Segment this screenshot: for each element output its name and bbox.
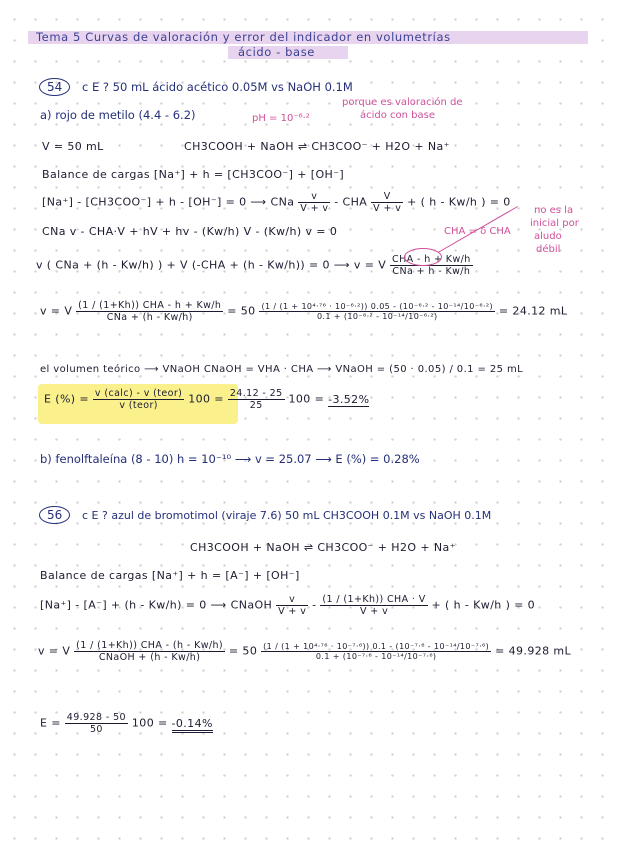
error-54-den: v (teor) (93, 399, 184, 411)
reaction-56: CH3COOH + NaOH ⇌ CH3COO⁻ + H2O + Na⁺ (190, 541, 456, 554)
error-54-label: E (%) = (44, 392, 89, 406)
error-56 (40, 712, 213, 735)
note-a-line2: ácido con base (360, 110, 436, 121)
theoretical-volume: el volumen teórico ⟶ VNaOH CNaOH = VHA · CHA ⟶ VNaOH = (50 · 0.05) / 0.1 = 25 mL (40, 364, 524, 375)
eq4-54-den: CNa + (h - Kw/h) (76, 311, 223, 323)
note-a-line1: porque es valoración de (342, 97, 463, 108)
eq2-56-num2: (1 / (1 + 10⁴·⁷⁶ · 10⁻⁷·⁶)) 0.1 - (10⁻⁷·⁶ - 10⁻¹⁴/10⁻⁷·⁶) (263, 642, 490, 651)
eq2-54: CNa v - CHA·V + hV + hv - (Kw/h) V - (Kw/h) v = 0 (42, 225, 338, 238)
page-title: Tema 5 Curvas de valoración y error del indicador en volumetrías (36, 30, 451, 44)
eq1-56-frac2 (320, 594, 427, 617)
note-b-line3: aludo (534, 231, 562, 242)
error-56-den: 50 (65, 723, 128, 735)
problem-54-statement: c E ? 50 mL ácido acético 0.05M vs NaOH 0.1M (82, 80, 353, 94)
error-56-num: 49.928 - 50 (66, 712, 126, 723)
eq4-54-den2: 0.1 + (10⁻⁶·² - 10⁻¹⁴/10⁻⁶·²) (259, 311, 495, 321)
eq2-56-v: v = V (38, 644, 71, 658)
error-56-mid: 100 = (131, 716, 168, 730)
note-b-line2: inicial por (530, 218, 579, 229)
eq1-56-frac2-num: (1 / (1+Kh)) CHA · V (322, 594, 426, 605)
eq4-54-mid: = 50 (227, 304, 256, 318)
eq1-56: [Na⁺] - [A⁻] + (h - Kw/h) = 0 ⟶ CNaOH $\frac{v}{V + v}$ - $\frac{\text{(1 / (1+Kh)) CHA · V}}{V + v}$ + ( h - Kw/h ) = 0 (40, 594, 536, 617)
problem-56-tag: 56 (39, 506, 70, 524)
eq3-54-num: CHA - h + Kw/h (392, 254, 471, 265)
error-54-res: 100 = (288, 392, 325, 406)
reaction-54: CH3COOH + NaOH ⇌ CH3COO⁻ + H2O + Na⁺ (184, 140, 450, 153)
eq3-54-den: CNa + h - Kw/h (390, 265, 473, 277)
eq1-54-frac2 (371, 191, 403, 214)
volume-given: V = 50 mL (42, 140, 104, 153)
eq4-54 (40, 300, 567, 323)
eq2-56-den2: 0.1 + (10⁻⁷·⁶ - 10⁻¹⁴/10⁻⁷·⁶) (261, 651, 491, 661)
eq1-56-left: [Na⁺] - [A⁻] + (h - Kw/h) = 0 ⟶ CNaOH (40, 598, 273, 612)
eq2-56-num: (1 / (1+Kh)) CHA - (h - Kw/h) (76, 640, 224, 651)
error-54-frac2 (228, 388, 285, 411)
eq1-54 (42, 191, 511, 214)
problem-56-statement: c E ? azul de bromotimol (viraje 7.6) 50 mL CH3COOH 0.1M vs NaOH 0.1M (82, 509, 492, 522)
eq2-56-den: CNaOH + (h - Kw/h) (74, 651, 225, 663)
eq1-54-frac1-den: V + v (300, 203, 329, 214)
eq3-54-left: v ( CNa + (h - Kw/h) ) + V (-CHA + (h - Kw/h)) = 0 ⟶ v = V (36, 258, 387, 272)
eq1-56-frac1-num: v (289, 594, 296, 605)
charge-balance-54: Balance de cargas [Na⁺] + h = [CH3COO⁻] + [OH⁻] (42, 168, 345, 181)
note-b-line4: débil (536, 244, 561, 255)
page-title-line2: ácido - base (238, 45, 315, 59)
eq1-54-paren: + ( h - Kw/h ) = 0 (407, 195, 511, 209)
error-54-mid: 100 = (188, 392, 224, 406)
error-56-label: E = (40, 716, 61, 730)
eq1-54-frac2-num: V (383, 191, 391, 202)
eq1-54-frac1-num: v (311, 191, 318, 202)
eq1-56-frac1-den: V + v (278, 606, 307, 617)
eq4-54-num2: (1 / (1 + 10⁴·⁷⁶ · 10⁻⁶·²)) 0.05 - (10⁻⁶·² - 10⁻¹⁴/10⁻⁶·²) (261, 302, 493, 311)
charge-balance-56: Balance de cargas [Na⁺] + h = [A⁻] + [OH⁻] (40, 569, 300, 582)
eq1-54-frac1 (298, 191, 330, 214)
error-54-frac (93, 388, 184, 411)
eq2-56-mid: = 50 (228, 644, 258, 658)
eq4-54-v: v = V (40, 304, 73, 318)
eq4-54-result: = 24.12 mL (498, 304, 568, 318)
part-b: b) fenolftaleína (8 - 10) h = 10⁻¹⁰ ⟶ v = 25.07 ⟶ E (%) = 0.28% (40, 452, 420, 466)
eq2-56-frac1 (74, 640, 225, 663)
cha-circle (404, 248, 442, 266)
eq1-54-mid: - CHA (334, 195, 368, 209)
eq2-56 (38, 640, 571, 663)
eq2-56-frac2 (261, 642, 491, 661)
error-56-value: -0.14% (172, 717, 213, 733)
ph-annotation: pH = 10⁻⁶·² (252, 113, 310, 124)
note-c: CHA = δ CHA (444, 226, 511, 237)
part-a-label: a) rojo de metilo (4.4 - 6.2) (40, 108, 196, 122)
eq4-54-num: (1 / (1+Kh)) CHA - h + Kw/h (78, 300, 222, 311)
eq1-56-frac1 (276, 594, 308, 617)
error-54-num: v (calc) - v (teor) (94, 388, 183, 399)
eq1-54-frac2-den: V + v (373, 203, 402, 214)
eq4-54-frac1 (76, 300, 223, 323)
eq1-56-paren: + ( h - Kw/h ) = 0 (431, 598, 536, 612)
error-56-frac (65, 712, 128, 735)
eq2-56-result: = 49.928 mL (495, 644, 572, 658)
note-b-line1: no es la (534, 205, 574, 216)
eq4-54-frac2 (259, 302, 495, 321)
error-54-value: -3.52% (328, 392, 370, 406)
eq1-54-left: [Na⁺] - [CH3COO⁻] + h - [OH⁻] = 0 ⟶ CNa (42, 195, 295, 209)
problem-54-tag: 54 (39, 78, 70, 96)
eq1-56-frac2-den: V + v (320, 605, 427, 617)
error-54 (44, 388, 369, 411)
error-54-num2: 24.12 - 25 (229, 388, 283, 399)
error-54-den2: 25 (228, 399, 285, 411)
